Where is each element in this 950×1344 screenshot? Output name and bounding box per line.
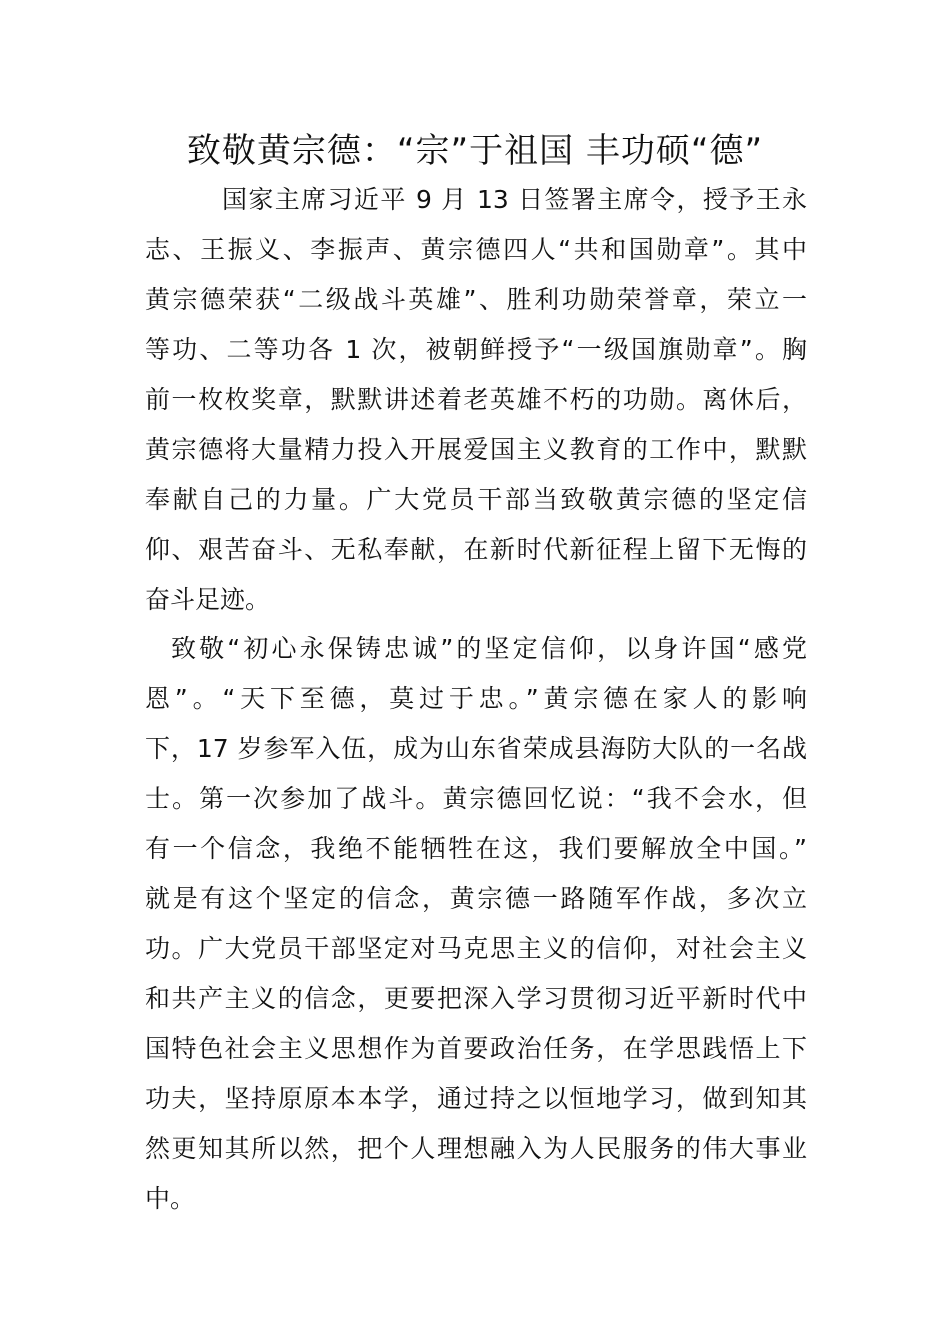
- paragraph-1-line-4: 等功、二等功各 1 次，被朝鲜授予“一级国旗勋章”。胸: [145, 335, 807, 364]
- paragraph-1-line-2: 志、王振义、李振声、黄宗德四人“共和国勋章”。其中: [145, 235, 807, 264]
- paragraph-2-line-4: 士。第一次参加了战斗。黄宗德回忆说：“我不会水，但: [145, 784, 807, 813]
- paragraph-1-line-7: 奉献自己的力量。广大党员干部当致敬黄宗德的坚定信: [145, 485, 807, 514]
- paragraph-2-line-6: 就是有这个坚定的信念，黄宗德一路随军作战，多次立: [145, 884, 807, 913]
- paragraph-2-line-8: 和共产主义的信念，更要把深入学习贯彻习近平新时代中: [145, 984, 807, 1013]
- document-title: 致敬黄宗德：“宗”于祖国 丰功硕“德”: [186, 131, 764, 171]
- paragraph-2-line-12: 中。: [145, 1184, 196, 1213]
- paragraph-2-line-3: 下，17 岁参军入伍，成为山东省荣成县海防大队的一名战: [145, 734, 807, 763]
- paragraph-1-line-6: 黄宗德将大量精力投入开展爱国主义教育的工作中，默默: [145, 435, 807, 464]
- paragraph-2-line-7: 功。广大党员干部坚定对马克思主义的信仰，对社会主义: [145, 934, 807, 963]
- paragraph-2-line-11: 然更知其所以然，把个人理想融入为人民服务的伟大事业: [145, 1134, 807, 1163]
- paragraph-2-line-10: 功夫，坚持原原本本学，通过持之以恒地学习，做到知其: [145, 1084, 807, 1113]
- paragraph-2-line-5: 有一个信念，我绝不能牺牲在这，我们要解放全中国。”: [145, 834, 807, 863]
- paragraph-1-line-1: 国家主席习近平 9 月 13 日签署主席令，授予王永: [222, 185, 807, 214]
- paragraph-1-line-5: 前一枚枚奖章，默默讲述着老英雄不朽的功勋。离休后，: [145, 385, 807, 414]
- paragraph-2-line-1: 致敬“初心永保铸忠诚”的坚定信仰，以身许国“感党: [171, 634, 807, 663]
- paragraph-2-line-2: 恩”。“天下至德，莫过于忠。”黄宗德在家人的影响: [145, 684, 807, 713]
- paragraph-2-line-9: 国特色社会主义思想作为首要政治任务，在学思践悟上下: [145, 1034, 807, 1063]
- paragraph-1-line-3: 黄宗德荣获“二级战斗英雄”、胜利功勋荣誉章，荣立一: [145, 285, 807, 314]
- paragraph-1-line-9: 奋斗足迹。: [145, 585, 271, 614]
- paragraph-1-line-8: 仰、艰苦奋斗、无私奉献，在新时代新征程上留下无悔的: [145, 535, 807, 564]
